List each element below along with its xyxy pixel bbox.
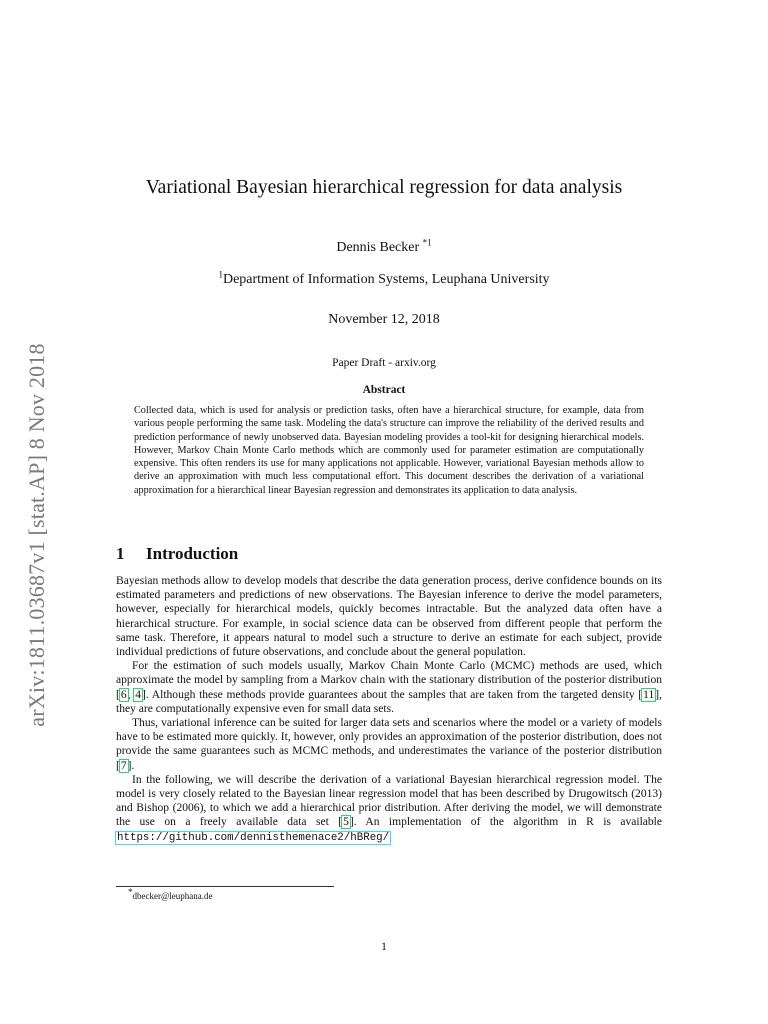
affiliation-text: Department of Information Systems, Leuphana University <box>222 272 550 287</box>
section-heading <box>116 544 238 564</box>
paragraph-3 <box>116 716 662 773</box>
draft-note: Paper Draft - arxiv.org <box>332 357 436 369</box>
footnote-text: dbecker@leuphana.de <box>132 891 213 901</box>
affiliation-line <box>0 269 768 288</box>
citation-link[interactable]: 5 <box>343 816 349 829</box>
section-title: Introduction <box>146 544 239 563</box>
footnote <box>128 887 213 901</box>
paragraph-4-text-a: In the following, we will describe the derivation of a variational Bayesian hierarchical regression model. The model is very closely related to the Bayesian linear regression model that has been described by Drugowitsch (2013) and Bishop (2006), to which we add a hierarchical prior distribution. After deriving the model, we will demonstrate the use on a freely available data set [ <box>116 773 662 829</box>
abstract-heading: Abstract <box>362 384 406 396</box>
section-number: 1 <box>116 544 125 563</box>
paragraph-2-text-c: ], they are computationally expensive even for small data sets. <box>116 688 662 715</box>
paragraph-3-text-b: ]. <box>127 759 135 772</box>
author-line <box>0 237 768 256</box>
footnote-mark: * <box>128 887 133 897</box>
arxiv-stamp-text: arXiv:1811.03687v1 [stat.AP] 8 Nov 2018 <box>24 343 49 727</box>
footnote-rule <box>116 886 334 887</box>
paragraph-1: Bayesian methods allow to develop models that describe the data generation process, derive confidence bounds on its estimated parameters and predictions of new observations. The Bayesian inference to derive the model parameters, however, especially for hierarchical models, quickly becomes intractable. But the analyzed data often have a hierarchical structure. For example, in social science data can be observed from different people that perform the same task. Therefore, it appears natural to model such a structure to derive an estimate for each subject, provide individual predictions of future observations, and conclude about the general population. <box>116 575 662 659</box>
affiliation-mark: 1 <box>218 269 223 280</box>
citation-link[interactable]: 11 <box>643 688 655 701</box>
paragraph-4 <box>116 773 662 845</box>
paragraph-2-text-b: ]. Although these methods provide guarantees about the samples that are taken from the targeted density [ <box>142 688 643 701</box>
author-marks: *1 <box>422 237 432 248</box>
paragraph-2 <box>116 659 662 716</box>
paragraph-2-text-a: For the estimation of such models usually, Markov Chain Monte Carlo (MCMC) methods are used, which approximate the model by sampling from a Markov chain with the stationary distribution of the posterior distribution [ <box>116 660 662 701</box>
paragraph-4-text-b: ]. An implementation of the algorithm in R is available <box>349 816 663 829</box>
citation-separator: , <box>127 688 135 701</box>
citation-link[interactable]: 6 <box>120 688 127 701</box>
citation-link[interactable]: 4 <box>135 688 141 701</box>
abstract-text: Collected data, which is used for analysis or prediction tasks, often have a hierarchical structure, for example, data from various people performing the same task. Modeling the data's structure can improve the reliability of the derived results and prediction performance of newly unobserved data. Bayesian modeling provides a tool-kit for designing hierarchical models. However, Markov Chain Monte Carlo methods which are commonly used for parameter estimation are computationally expensive. This often renders its use for many applications not applicable. However, variational Bayesian methods allow to derive an approximation with much less computational effort. This document describes the derivation of a variational approximation for a hierarchical linear Bayesian regression and demonstrates its application to data analysis. <box>134 405 644 496</box>
citation-link[interactable]: 7 <box>120 759 127 772</box>
author-name: Dennis Becker <box>336 240 423 255</box>
repository-url-link[interactable]: https://github.com/dennisthemenace2/hBReg/ <box>117 831 390 844</box>
page-number: 1 <box>381 941 387 953</box>
paragraph-3-text-a: Thus, variational inference can be suited for larger data sets and scenarios where the model or a variety of models have to be estimated more quickly. It, however, only provides an approximation of the posterior distribution, does not provide the same guarantees such as MCMC methods, and underestimates the variance of the posterior distribution [ <box>116 717 662 772</box>
introduction-body <box>116 574 662 845</box>
paper-date: November 12, 2018 <box>328 312 440 327</box>
paper-title: Variational Bayesian hierarchical regression for data analysis <box>145 177 623 198</box>
